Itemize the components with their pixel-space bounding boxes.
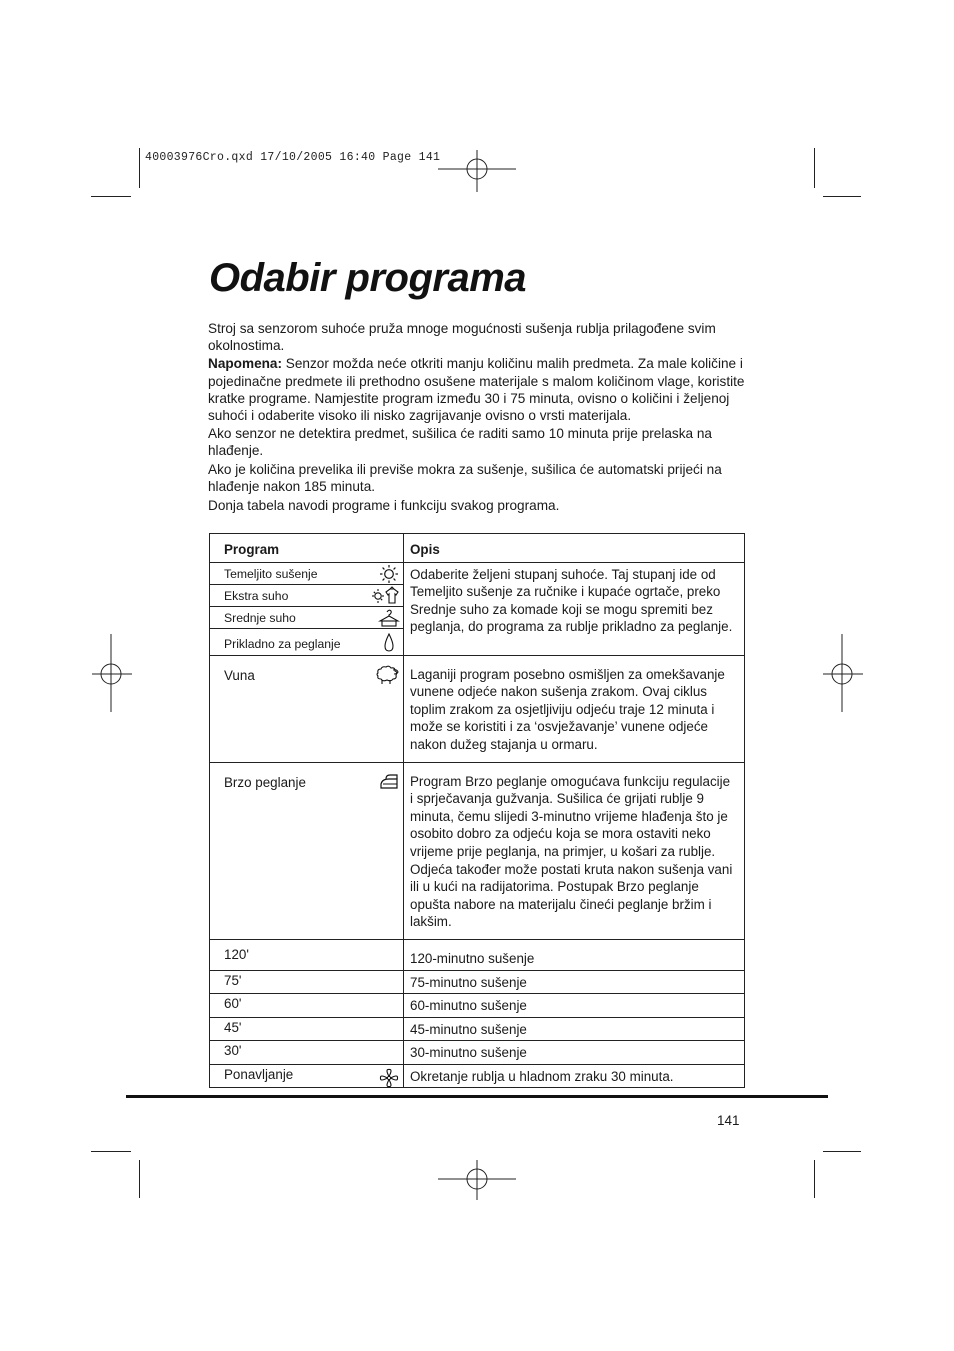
note-paragraph <box>208 355 753 424</box>
program-name: Prikladno za peglanje <box>224 636 341 651</box>
program-temeljito-susenje <box>210 563 403 585</box>
registration-mark-icon <box>92 634 132 712</box>
program-vuna <box>210 655 404 762</box>
drying-description: Odaberite željeni stupanj suhoće. Taj stupanj ide od Temeljito sušenje za ručnike i kupaće ogrtače, preko Srednje suho za komade koji se mogu spremiti bez peglanja, do programa za rublje prikladno za peglanje. <box>404 562 745 655</box>
program-120-description: 120-minutno sušenje <box>404 939 745 970</box>
program-name: Brzo peglanje <box>224 774 306 790</box>
iron-icon <box>378 772 400 792</box>
program-prikladno-za-peglanje <box>210 629 403 655</box>
table-row <box>210 1041 745 1065</box>
program-ekstra-suho <box>210 585 403 607</box>
program-srednje-suho <box>210 607 403 629</box>
crop-mark <box>814 1160 815 1198</box>
intro-text <box>208 320 753 515</box>
intro-paragraph: Ako senzor ne detektira predmet, sušilica će raditi samo 10 minuta prije prelaska na hlađenje. <box>208 426 712 459</box>
iron-description: Program Brzo peglanje omogućava funkciju regulacije i sprječavanja gužvanja. Sušilica će grijati rublje 9 minuta, čemu slijedi 3-minutno vrijeme hlađenja što je osobito dobro za odjeću koja se mora ostaviti neko vrijeme prije peglanja, na primjer, u košari za rublje. Odjeća također može postati kruta nakon sušenja vani ili u kući na radijatorima. Postupak Brzo peglanje opušta nabore na materijalu čineći peglanje bržim i lakšim. <box>404 762 745 939</box>
crop-mark <box>139 1160 140 1198</box>
program-45-description: 45-minutno sušenje <box>404 1017 745 1041</box>
registration-mark-icon <box>823 634 863 712</box>
program-table <box>209 533 745 1088</box>
intro-paragraph: Stroj sa senzorom suhoće pruža mnoge mogućnosti sušenja rublja prilagođene svim okolnostima. <box>208 321 716 354</box>
program-60-description: 60-minutno sušenje <box>404 994 745 1018</box>
table-row <box>210 655 745 762</box>
program-name: Ekstra suho <box>224 588 289 603</box>
registration-mark-icon <box>438 1160 516 1200</box>
hanger-icon <box>378 608 400 628</box>
crop-mark <box>823 196 861 197</box>
table-row <box>210 994 745 1018</box>
table-row <box>210 1064 745 1088</box>
header-program: Program <box>210 534 404 563</box>
crop-mark <box>91 1151 131 1152</box>
repeat-description: Okretanje rublja u hladnom zraku 30 minuta. <box>404 1064 745 1088</box>
drop-icon <box>378 633 400 653</box>
registration-mark-icon <box>438 150 516 192</box>
program-75: 75' <box>210 970 404 994</box>
table-row <box>210 1017 745 1041</box>
table-header-row <box>210 534 745 563</box>
program-name: Srednje suho <box>224 610 296 625</box>
sun-icon <box>378 564 400 584</box>
footer-rule <box>126 1095 828 1098</box>
intro-paragraph: Donja tabela navodi programe i funkciju svakog programa. <box>208 498 560 514</box>
crop-mark <box>814 148 815 188</box>
program-120: 120' <box>210 939 404 970</box>
crop-mark <box>91 196 131 197</box>
page-number: 141 <box>717 1113 740 1128</box>
table-row <box>210 939 745 970</box>
crop-mark <box>139 148 140 188</box>
fan-icon <box>378 1068 400 1088</box>
wool-description: Laganiji program posebno osmišljen za omekšavanje vunene odjeće nakon sušenja zrakom. Ovaj ciklus toplim zrakom za osjetljiviju odjeću traje 12 minuta i može se koristiti i za ‘osvježavanje’ vunene odjeće nakon dužeg stajanja u ormaru. <box>404 655 745 762</box>
program-name: Temeljito sušenje <box>224 566 318 581</box>
program-name: Vuna <box>224 667 255 683</box>
intro-paragraph: Ako je količina prevelika ili previše mokra za sušenje, sušilica će automatski prijeći na hlađenje nakon 185 minuta. <box>208 461 722 494</box>
program-name: Ponavljanje <box>224 1066 294 1082</box>
program-75-description: 75-minutno sušenje <box>404 970 745 994</box>
program-45: 45' <box>210 1017 404 1041</box>
sun-shirt-icon <box>371 586 401 606</box>
program-30: 30' <box>210 1041 404 1065</box>
drying-programs-cell <box>210 562 404 655</box>
note-text: Senzor možda neće otkriti manju količinu malih predmeta. Za male količine i pojedinačne predmete ili prethodno osušene materijale s malom količinom vlage, koristite kratke programe. Namjestite program između 30 i 75 minuta, ovisno o količini i željenoj suhoći i odaberite visoko ili nisko zagrijavanje ovisno o vrsti materijala. <box>208 356 745 424</box>
table-row <box>210 970 745 994</box>
program-brzo-peglanje <box>210 762 404 939</box>
page-title: Odabir programa <box>209 256 527 300</box>
program-ponavljanje <box>210 1064 404 1088</box>
table-row <box>210 762 745 939</box>
header-description: Opis <box>404 534 745 563</box>
table-row <box>210 562 745 655</box>
program-60: 60' <box>210 994 404 1018</box>
program-30-description: 30-minutno sušenje <box>404 1041 745 1065</box>
sheep-icon <box>374 665 400 685</box>
print-slug: 40003976Cro.qxd 17/10/2005 16:40 Page 141 <box>145 151 441 164</box>
note-label: Napomena: <box>208 356 283 372</box>
crop-mark <box>823 1151 861 1152</box>
